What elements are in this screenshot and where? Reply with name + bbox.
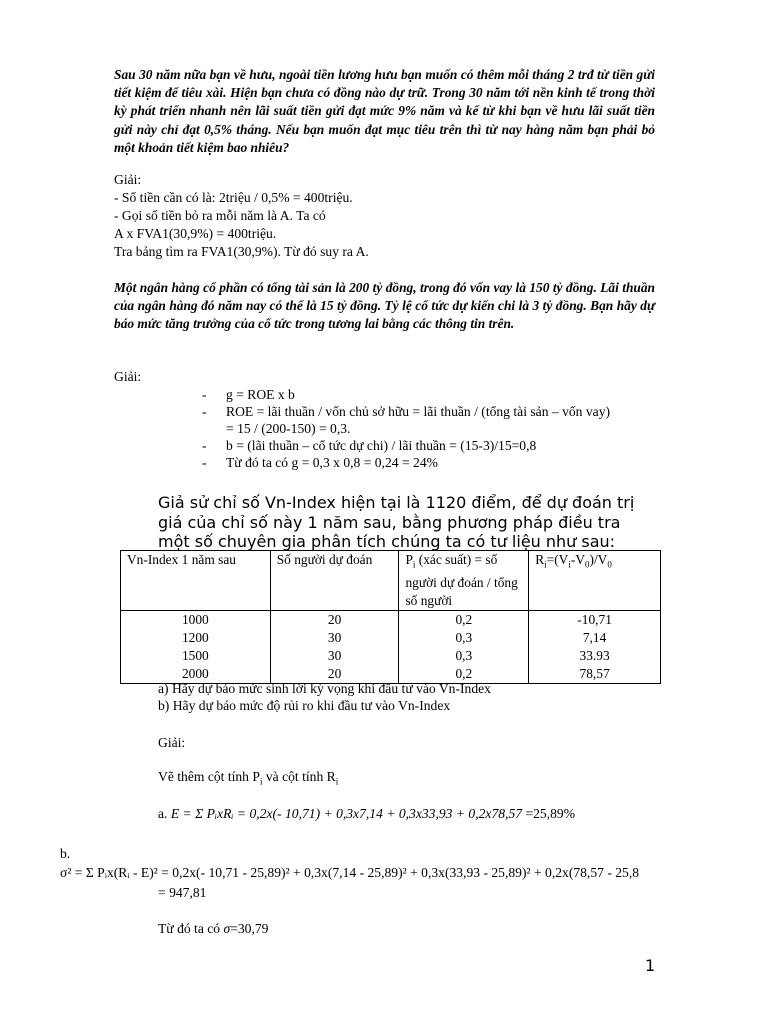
- cell-vn-index-values: 1000 1200 1500 2000: [121, 610, 271, 683]
- problem1-line-4: Tra bảng tìm ra FVA1(30,9%). Từ đó suy ra A.: [114, 244, 369, 259]
- bullet-item-b: - b = (lãi thuần – cổ tức dự chi) / lãi thuần = (15-3)/15=0,8: [202, 437, 662, 454]
- problem2-solution-label: Giải:: [114, 369, 142, 384]
- bullet-item-roe: - ROE = lãi thuần / vốn chủ sở hữu = lãi thuần / (tổng tài sản – vốn vay) = 15 / (200-150) = 0,3.: [202, 403, 662, 437]
- problem1-line-1: - Số tiền cần có là: 2triệu / 0,5% = 400triệu.: [114, 190, 353, 205]
- add-columns-note: Vẽ thêm cột tính $P_i$ và cột tính $R_i$: [158, 769, 339, 787]
- page-number: 1: [645, 956, 656, 975]
- header-probability: $P_i$ (xác suất) = số người dự đoán / tổng số người: [399, 551, 529, 611]
- cell-probability-values: 0,2 0,3 0,3 0,2: [399, 610, 529, 683]
- problem2-question: Một ngân hàng cổ phần có tổng tài sản là 200 tỷ đồng, trong đó vốn vay là 150 tỷ đồng. Lãi thuần của ngân hàng đó năm nay có thể là 15 tỷ đồng. Tỷ lệ cổ tức dự kiến chi là 3 tỷ đồng. Bạn hãy dự báo mức tăng trưởng của cổ tức trong tương lai bằng các thông tin trên.: [114, 280, 655, 332]
- vn-index-table: [120, 550, 661, 684]
- cell-count-values: 20 30 30 20: [270, 610, 399, 683]
- table-body-row: [121, 610, 661, 683]
- part-a-formula: E = Σ PᵢxRᵢ = 0,2x(- 10,71) + 0,3x7,14 + 0,3x33,93 + 0,2x78,57: [170, 806, 523, 821]
- problem1-line-2: - Gọi số tiền bỏ ra mỗi năm là A. Ta có: [114, 208, 326, 223]
- problem3-question-line-2: giá của chỉ số này 1 năm sau, bằng phương pháp điều tra: [158, 513, 621, 532]
- problem1-line-3: A x FVA1(30,9%) = 400triệu.: [114, 226, 277, 241]
- part-a-label: a.: [158, 806, 168, 821]
- problem1-question: Sau 30 năm nữa bạn về hưu, ngoài tiền lương hưu bạn muốn có thêm mỗi tháng 2 trđ từ tiền gửi tiết kiệm để tiêu xài. Hiện bạn chưa có đồng nào dự trữ. Trong 30 năm tới nền kinh tế trong thời kỳ phát triển nhanh nên lãi suất tiền gửi đạt mức 9% năm và kể từ khi bạn về hưu lãi suất tiền gửi này chỉ đạt 0,5% tháng. Nếu bạn muốn đạt mục tiêu trên thì từ nay hàng năm bạn phải bỏ một khoản tiết kiệm bao nhiêu?: [114, 67, 655, 155]
- table-header-row: [121, 551, 661, 611]
- problem3-question-line-3: một số chuyên gia phân tích chúng ta có tư liệu như sau:: [158, 532, 616, 551]
- problem3-task-a: a) Hãy dự báo mức sinh lời kỳ vọng khi đầu tư vào Vn-Index: [158, 681, 491, 696]
- header-count: Số người dự đoán: [270, 551, 399, 611]
- cell-return-values: -10,71 7,14 33.93 78,57: [529, 610, 661, 683]
- roe-continuation: = 15 / (200-150) = 0,3.: [226, 421, 351, 436]
- conclusion-line: Từ đó ta có σ=30,79: [158, 921, 269, 936]
- part-a-line: [158, 806, 575, 822]
- bullet-item-g: - g = ROE x b: [202, 386, 662, 403]
- problem3-question-line-1: Giả sử chỉ số Vn-Index hiện tại là 1120 điểm, để dự đoán trị: [158, 493, 635, 512]
- header-vn-index: Vn-Index 1 năm sau: [121, 551, 271, 611]
- problem2-bullet-list: [202, 386, 662, 471]
- part-b-result: = 947,81: [158, 885, 207, 900]
- part-b-formula: σ² = Σ Pᵢx(Rᵢ - E)² = 0,2x(- 10,71 - 25,89)² + 0,3x(7,14 - 25,89)² + 0,3x(33,93 - 25,89)² + 0,2x(78,57 - 25,8: [60, 865, 640, 880]
- problem1-solution-label: Giải:: [114, 172, 142, 187]
- part-b-label: b.: [60, 846, 71, 861]
- header-return: $R_i=(V_i-V_0)/V_0$: [529, 551, 661, 611]
- part-a-result: =25,89%: [525, 806, 576, 821]
- problem3-task-b: b) Hãy dự báo mức độ rủi ro khi đầu tư vào Vn-Index: [158, 698, 451, 713]
- bullet-item-result: - Từ đó ta có g = 0,3 x 0,8 = 0,24 = 24%: [202, 454, 662, 471]
- problem3-solution-label: Giải:: [158, 735, 186, 750]
